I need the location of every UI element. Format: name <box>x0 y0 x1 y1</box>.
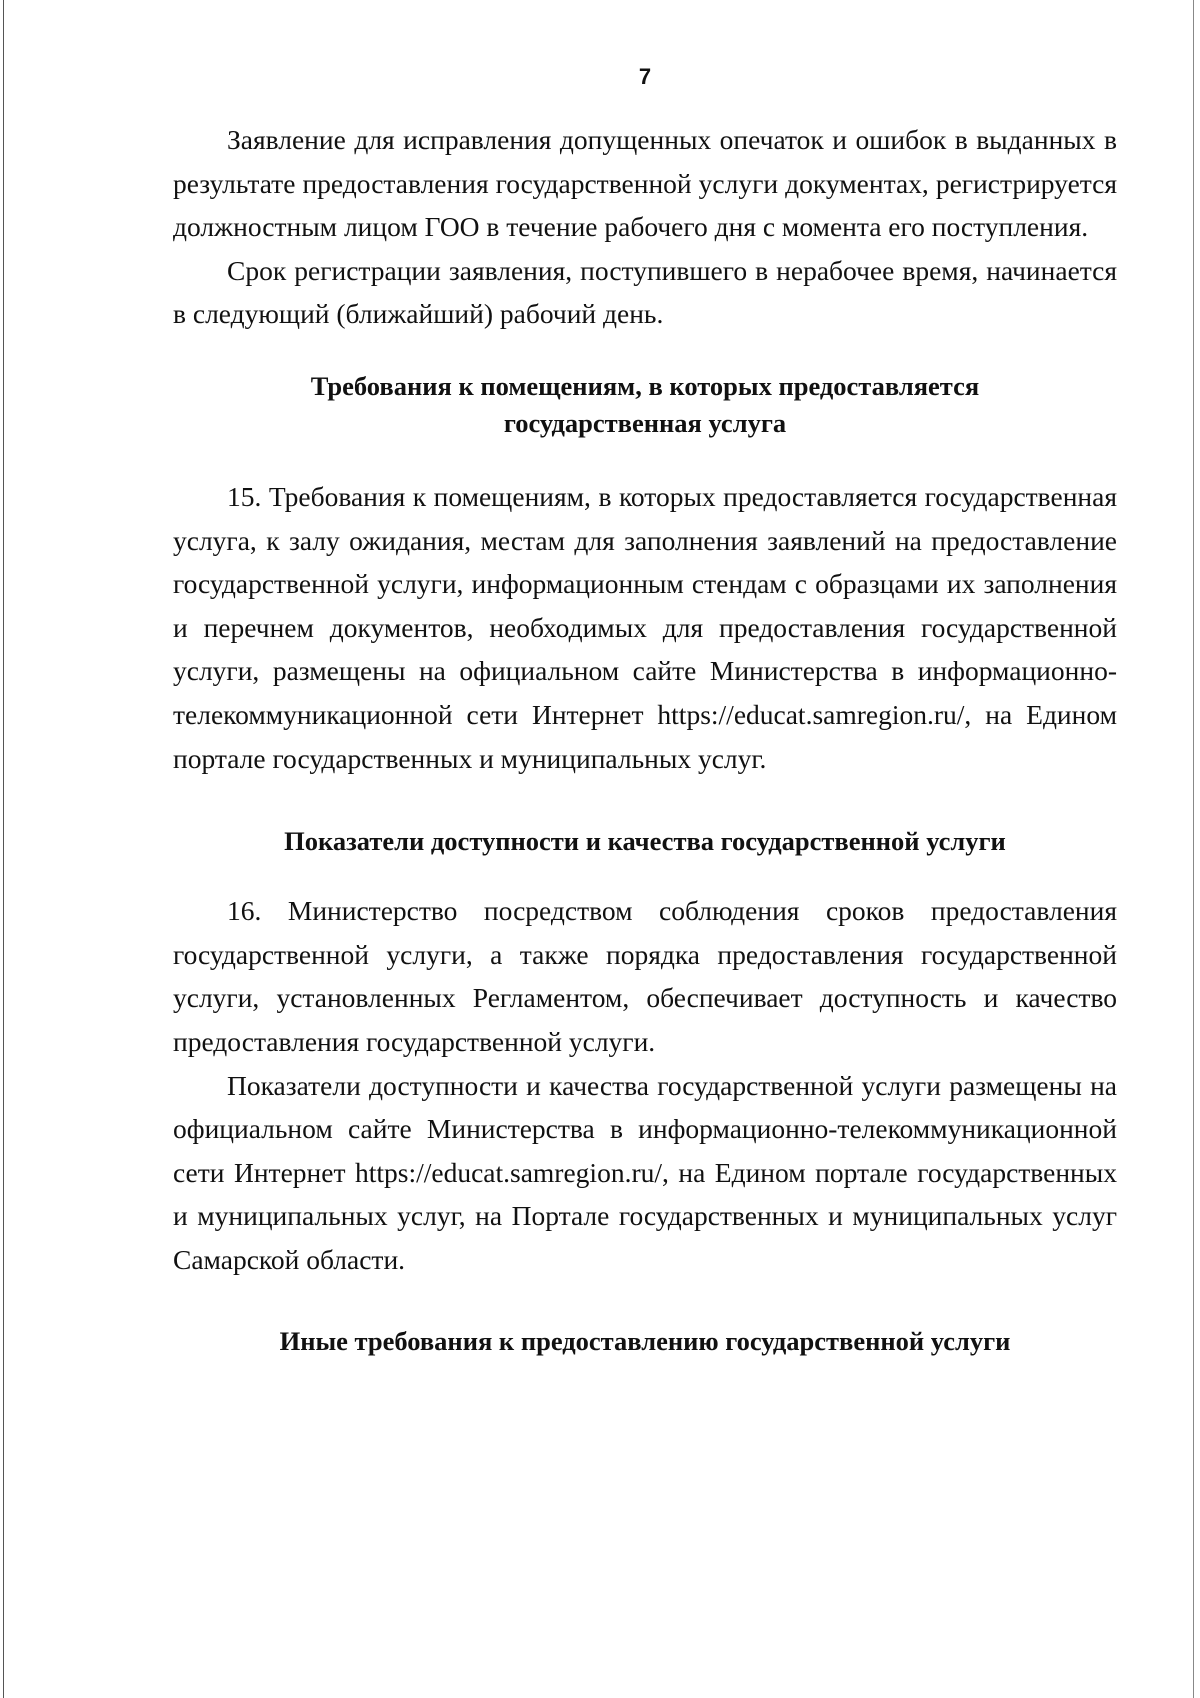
scan-edge-line <box>3 0 4 1698</box>
paragraph: Показатели доступности и качества государственной услуги размещены на официальном сайте Министерства в информационно-телекоммуникационной сети Интернет https://educat.samregion.ru/, на Едином портале государственных и муниципальных услуг, на Портале государственных и муниципальных услуг Самарской области. <box>173 1069 1117 1275</box>
spacer <box>173 860 1117 889</box>
paragraph: Заявление для исправления допущенных опечаток и ошибок в выданных в результате предоставления государственной услуги документах, регистрируется должностным лицом ГОО в течение рабочего дня с момента его поступления. <box>173 124 1117 243</box>
spacer <box>173 780 1117 823</box>
paragraph: 15. Требования к помещениям, в которых предоставляется государственная услуга, к залу ожидания, местам для заполнения заявлений на предоставление государственной услуги, информационным стендам с образцами их заполнения и перечнем документов, необходимых для предоставления государственной услуги, размещены на официальном сайте Министерства в информационно-телекоммуникационной сети Интернет https://educat.samregion.ru/, на Едином портале государственных и муниципальных услуг. <box>173 480 1117 774</box>
document-body <box>173 118 1117 1360</box>
spacer <box>173 442 1117 475</box>
page-number: 7 <box>638 64 652 89</box>
paragraph: 16. Министерство посредством соблюдения сроков предоставления государственной услуги, а также порядка предоставления государственной услуги, установленных Регламентом, обеспечивает доступность и качество предоставления государственной услуги. <box>173 895 1117 1057</box>
heading-line: государственная услуга <box>503 407 787 438</box>
section-heading: Иные требования к предоставлению государственной услуги <box>279 1326 1011 1357</box>
scan-edge-line-right <box>1193 0 1194 1698</box>
paragraph: Срок регистрации заявления, поступившего в нерабочее время, начинается в следующий (ближайший) рабочий день. <box>173 254 1117 330</box>
spacer <box>173 1281 1117 1323</box>
section-heading <box>173 368 1117 442</box>
spacer <box>173 336 1117 368</box>
heading-line: Требования к помещениям, в которых предоставляется <box>310 370 980 401</box>
section-heading: Показатели доступности и качества государственной услуги <box>284 826 1006 857</box>
